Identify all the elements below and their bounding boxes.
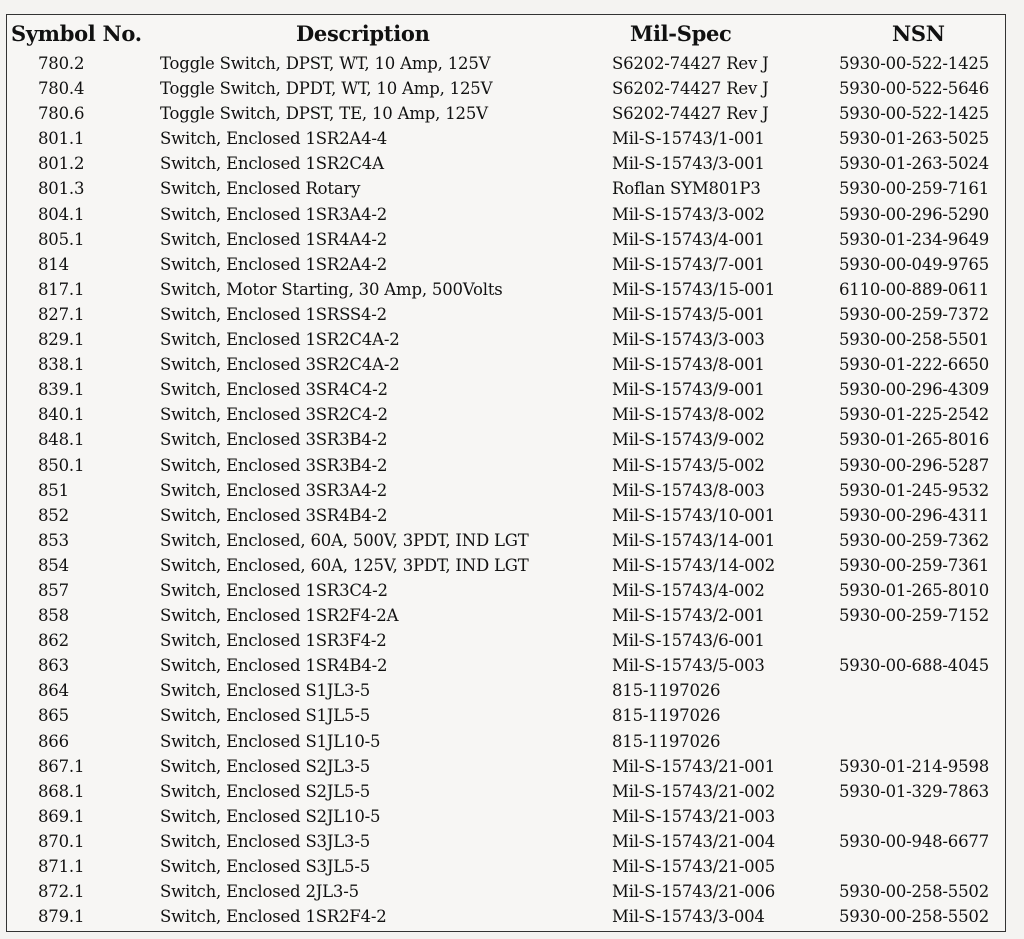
cell-nsn: 5930-00-296-5290	[839, 204, 989, 224]
cell-description: Switch, Enclosed 1SRSS4-2	[160, 304, 387, 324]
table-row	[7, 453, 1005, 478]
table-row	[7, 101, 1005, 126]
header-mil-spec: Mil-Spec	[630, 21, 732, 46]
cell-mil-spec: Mil-S-15743/3-003	[612, 330, 765, 350]
table-row	[7, 754, 1005, 779]
cell-mil-spec: Mil-S-15743/4-002	[612, 580, 765, 600]
cell-nsn: 5930-00-522-1425	[839, 54, 989, 73]
cell-mil-spec: Mil-S-15743/21-004	[612, 831, 776, 851]
cell-nsn: 5930-01-222-6650	[839, 355, 989, 375]
cell-description: Switch, Enclosed 3SR3B4-2	[160, 430, 388, 450]
table-row	[7, 76, 1005, 101]
table-row	[7, 729, 1005, 754]
cell-symbol-no: 838.1	[38, 355, 85, 375]
cell-nsn: 5930-01-263-5024	[839, 154, 989, 174]
cell-mil-spec: Mil-S-15743/8-002	[612, 405, 765, 425]
cell-symbol-no: 862	[38, 631, 69, 651]
cell-mil-spec: S6202-74427 Rev J	[612, 79, 769, 99]
table-row	[7, 176, 1005, 201]
cell-description: Switch, Enclosed 1SR2F4-2	[160, 907, 387, 927]
table-row	[7, 202, 1005, 227]
table-row	[7, 603, 1005, 628]
table-row	[7, 478, 1005, 503]
table-row	[7, 829, 1005, 854]
cell-symbol-no: 780.6	[38, 104, 85, 124]
table-row	[7, 553, 1005, 578]
cell-nsn: 5930-01-225-2542	[839, 405, 989, 425]
parts-table	[6, 14, 1006, 932]
table-row	[7, 126, 1005, 151]
cell-mil-spec: Mil-S-15743/5-002	[612, 455, 765, 475]
table-row	[7, 578, 1005, 603]
cell-symbol-no: 850.1	[38, 455, 85, 475]
table-row	[7, 779, 1005, 804]
cell-nsn: 5930-00-259-7161	[839, 179, 989, 199]
cell-description: Switch, Enclosed 3SR2C4-2	[160, 405, 388, 425]
cell-mil-spec: Mil-S-15743/8-003	[612, 480, 765, 500]
cell-description: Toggle Switch, DPST, TE, 10 Amp, 125V	[160, 104, 488, 124]
cell-mil-spec: S6202-74427 Rev J	[612, 104, 769, 124]
cell-nsn: 5930-00-259-7362	[839, 530, 989, 550]
cell-mil-spec: Mil-S-15743/21-005	[612, 857, 776, 876]
cell-mil-spec: Mil-S-15743/5-001	[612, 304, 765, 324]
table-row	[7, 653, 1005, 678]
cell-symbol-no: 864	[38, 681, 69, 701]
cell-description: Switch, Enclosed S2JL5-5	[160, 781, 370, 801]
cell-nsn: 5930-01-245-9532	[839, 480, 989, 500]
cell-symbol-no: 852	[38, 505, 69, 525]
cell-mil-spec: Mil-S-15743/15-001	[612, 279, 776, 299]
cell-mil-spec: S6202-74427 Rev J	[612, 54, 769, 73]
cell-description: Switch, Enclosed 2JL3-5	[160, 882, 359, 902]
cell-nsn: 5930-00-688-4045	[839, 656, 989, 676]
cell-mil-spec: Mil-S-15743/21-001	[612, 756, 776, 776]
cell-symbol-no: 857	[38, 580, 69, 600]
cell-description: Switch, Enclosed 1SR2A4-2	[160, 254, 388, 274]
header-description: Description	[296, 21, 430, 46]
table-row	[7, 302, 1005, 327]
cell-description: Switch, Motor Starting, 30 Amp, 500Volts	[160, 279, 503, 299]
cell-mil-spec: Mil-S-15743/6-001	[612, 631, 765, 651]
cell-nsn: 5930-00-258-5501	[839, 330, 989, 350]
cell-description: Switch, Enclosed 3SR3A4-2	[160, 480, 388, 500]
cell-nsn: 5930-00-296-4309	[839, 380, 989, 400]
cell-mil-spec: Mil-S-15743/9-002	[612, 430, 765, 450]
cell-mil-spec: 815-1197026	[612, 681, 721, 701]
cell-description: Switch, Enclosed S3JL5-5	[160, 857, 370, 876]
table-row	[7, 227, 1005, 252]
cell-mil-spec: 815-1197026	[612, 731, 721, 751]
cell-symbol-no: 870.1	[38, 831, 85, 851]
cell-mil-spec: Mil-S-15743/7-001	[612, 254, 765, 274]
cell-symbol-no: 863	[38, 656, 69, 676]
cell-symbol-no: 851	[38, 480, 69, 500]
cell-mil-spec: 815-1197026	[612, 706, 721, 726]
cell-description: Switch, Enclosed 1SR2A4-4	[160, 129, 388, 149]
cell-nsn: 5930-01-234-9649	[839, 229, 989, 249]
cell-description: Toggle Switch, DPDT, WT, 10 Amp, 125V	[160, 79, 493, 99]
table-row	[7, 703, 1005, 728]
cell-symbol-no: 814	[38, 254, 69, 274]
cell-description: Switch, Enclosed 1SR3A4-2	[160, 204, 388, 224]
cell-symbol-no: 805.1	[38, 229, 85, 249]
cell-nsn: 5930-00-259-7152	[839, 606, 989, 626]
cell-description: Switch, Enclosed 1SR2F4-2A	[160, 606, 399, 626]
cell-description: Switch, Enclosed 1SR4A4-2	[160, 229, 388, 249]
cell-symbol-no: 868.1	[38, 781, 85, 801]
cell-description: Switch, Enclosed 1SR2C4A-2	[160, 330, 400, 350]
cell-description: Switch, Enclosed, 60A, 125V, 3PDT, IND LGT	[160, 555, 529, 575]
cell-mil-spec: Mil-S-15743/21-006	[612, 882, 776, 902]
cell-symbol-no: 804.1	[38, 204, 85, 224]
cell-description: Switch, Enclosed S2JL10-5	[160, 806, 381, 826]
cell-mil-spec: Mil-S-15743/8-001	[612, 355, 765, 375]
cell-nsn: 5930-00-522-1425	[839, 104, 989, 124]
cell-symbol-no: 801.2	[38, 154, 85, 174]
table-row	[7, 352, 1005, 377]
header-symbol-no: Symbol No.	[11, 21, 142, 46]
cell-nsn: 5930-00-258-5502	[839, 882, 989, 902]
cell-symbol-no: 839.1	[38, 380, 85, 400]
table-row	[7, 51, 1005, 76]
cell-mil-spec: Mil-S-15743/4-001	[612, 229, 765, 249]
cell-nsn: 5930-00-948-6677	[839, 831, 989, 851]
cell-symbol-no: 840.1	[38, 405, 85, 425]
cell-symbol-no: 780.2	[38, 54, 85, 73]
cell-description: Switch, Enclosed 1SR3C4-2	[160, 580, 388, 600]
cell-nsn: 5930-01-214-9598	[839, 756, 989, 776]
table-row	[7, 151, 1005, 176]
table-row	[7, 377, 1005, 402]
cell-nsn: 5930-01-265-8016	[839, 430, 989, 450]
cell-symbol-no: 866	[38, 731, 69, 751]
cell-symbol-no: 879.1	[38, 907, 85, 927]
cell-mil-spec: Mil-S-15743/3-002	[612, 204, 765, 224]
table-row	[7, 804, 1005, 829]
cell-mil-spec: Mil-S-15743/1-001	[612, 129, 765, 149]
cell-symbol-no: 872.1	[38, 882, 85, 902]
cell-description: Switch, Enclosed 3SR3B4-2	[160, 455, 388, 475]
cell-mil-spec: Mil-S-15743/3-001	[612, 154, 765, 174]
cell-description: Switch, Enclosed Rotary	[160, 179, 361, 199]
cell-description: Switch, Enclosed S3JL3-5	[160, 831, 370, 851]
cell-description: Switch, Enclosed 1SR4B4-2	[160, 656, 388, 676]
cell-mil-spec: Mil-S-15743/9-001	[612, 380, 765, 400]
cell-symbol-no: 853	[38, 530, 69, 550]
table-row	[7, 252, 1005, 277]
table-row	[7, 854, 1005, 879]
cell-nsn: 5930-00-259-7361	[839, 555, 989, 575]
cell-nsn: 5930-00-258-5502	[839, 907, 989, 927]
cell-description: Switch, Enclosed 1SR3F4-2	[160, 631, 387, 651]
cell-description: Switch, Enclosed 3SR4C4-2	[160, 380, 388, 400]
cell-nsn: 5930-01-263-5025	[839, 129, 989, 149]
cell-symbol-no: 848.1	[38, 430, 85, 450]
table-row	[7, 503, 1005, 528]
cell-mil-spec: Roflan SYM801P3	[612, 179, 761, 199]
cell-mil-spec: Mil-S-15743/21-003	[612, 806, 776, 826]
cell-symbol-no: 871.1	[38, 857, 85, 876]
cell-mil-spec: Mil-S-15743/10-001	[612, 505, 776, 525]
cell-description: Switch, Enclosed S2JL3-5	[160, 756, 370, 776]
cell-symbol-no: 854	[38, 555, 69, 575]
cell-nsn: 5930-00-296-5287	[839, 455, 989, 475]
cell-nsn: 6110-00-889-0611	[839, 279, 989, 299]
cell-symbol-no: 817.1	[38, 279, 85, 299]
cell-symbol-no: 780.4	[38, 79, 85, 99]
table-body	[7, 51, 1005, 929]
cell-description: Switch, Enclosed S1JL3-5	[160, 681, 370, 701]
cell-nsn: 5930-00-296-4311	[839, 505, 989, 525]
cell-symbol-no: 801.1	[38, 129, 85, 149]
table-row	[7, 678, 1005, 703]
cell-nsn: 5930-00-522-5646	[839, 79, 989, 99]
cell-mil-spec: Mil-S-15743/3-004	[612, 907, 765, 927]
cell-description: Switch, Enclosed S1JL5-5	[160, 706, 370, 726]
table-row	[7, 402, 1005, 427]
table-row	[7, 277, 1005, 302]
cell-symbol-no: 829.1	[38, 330, 85, 350]
cell-symbol-no: 865	[38, 706, 69, 726]
cell-nsn: 5930-00-049-9765	[839, 254, 989, 274]
cell-description: Switch, Enclosed 3SR2C4A-2	[160, 355, 400, 375]
table-row	[7, 628, 1005, 653]
cell-description: Switch, Enclosed 1SR2C4A	[160, 154, 384, 174]
table-row	[7, 879, 1005, 904]
cell-nsn: 5930-01-329-7863	[839, 781, 989, 801]
cell-symbol-no: 801.3	[38, 179, 85, 199]
cell-mil-spec: Mil-S-15743/2-001	[612, 606, 765, 626]
cell-mil-spec: Mil-S-15743/14-002	[612, 555, 776, 575]
cell-description: Toggle Switch, DPST, WT, 10 Amp, 125V	[160, 54, 491, 73]
cell-nsn: 5930-01-265-8010	[839, 580, 989, 600]
table-row	[7, 904, 1005, 929]
cell-description: Switch, Enclosed 3SR4B4-2	[160, 505, 388, 525]
cell-description: Switch, Enclosed, 60A, 500V, 3PDT, IND LGT	[160, 530, 529, 550]
cell-symbol-no: 867.1	[38, 756, 85, 776]
cell-mil-spec: Mil-S-15743/14-001	[612, 530, 776, 550]
cell-symbol-no: 827.1	[38, 304, 85, 324]
table-row	[7, 327, 1005, 352]
cell-mil-spec: Mil-S-15743/21-002	[612, 781, 776, 801]
table-row	[7, 427, 1005, 452]
cell-description: Switch, Enclosed S1JL10-5	[160, 731, 381, 751]
table-row	[7, 528, 1005, 553]
header-nsn: NSN	[892, 21, 945, 46]
table-header	[7, 21, 1005, 51]
cell-mil-spec: Mil-S-15743/5-003	[612, 656, 765, 676]
cell-symbol-no: 869.1	[38, 806, 85, 826]
cell-nsn: 5930-00-259-7372	[839, 304, 989, 324]
cell-symbol-no: 858	[38, 606, 69, 626]
